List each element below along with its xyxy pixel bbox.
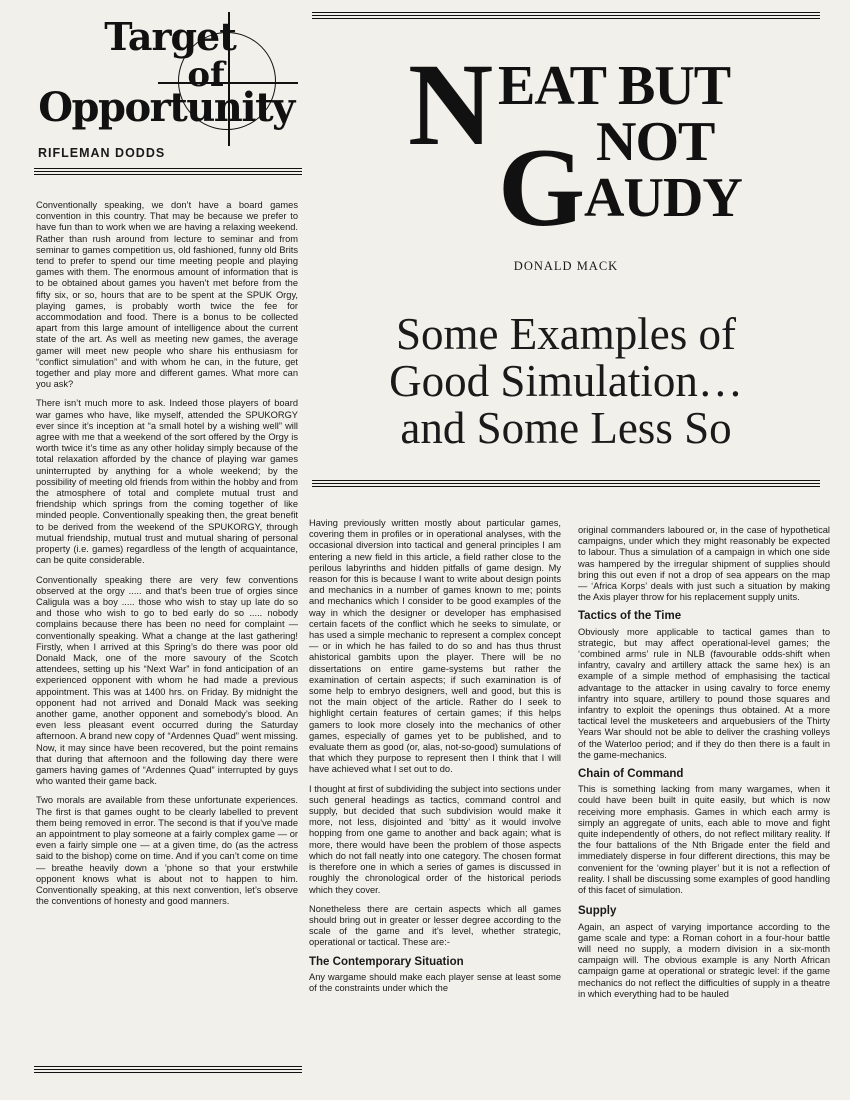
right-rule-top	[312, 12, 820, 13]
left-paragraph-2: There isn’t much more to ask. Indeed those players of board war games who have, like myself, attended the SPUKORGY ever since it’s inception at “a small hotel by a wishing well” will agree with me that a weekend of the sort offered by the Orgy is worth twice it’s time as any other holiday simply because of the total relaxation afforded by the chance of playing war games uninterrupted by anything for a whole weekend; by the possibility of meeting old friends from within the hobby and from the atmosphere of total and complete mutual trust and friendship which springs from the coming together of like minded people. Conventionally speaking then, the great benefit to be derived from the weekend of the SPUKORGY, through mutual friendship, mutual trust and mutual sharing of personal property (i.e. games) regardless of the length of acquaintance, can be quite considerable.	[36, 398, 298, 566]
headline-big-g: G	[498, 126, 586, 250]
middle-paragraph-3: Nonetheless there are certain aspects which all games should bring out in greater or lesser degree according to the scale of the game and it’s level, whether strategic, operational or tactical. These are:-	[309, 903, 561, 948]
subtitle-line1: Some Examples of	[396, 309, 736, 359]
rifleman-byline: RIFLEMAN DODDS	[38, 146, 166, 160]
headline-eat-but: EAT BUT	[498, 55, 731, 117]
heading-chain-of-command: Chain of Command	[578, 768, 684, 781]
right-paragraph-3: This is something lacking from many wargames, when it could have been built in quite easily, but which is now receiving more emphasis. Games in which each army is simply an aggregate of units, each able to move and fight quite independently of others, do not reflect military reality. If the four battalions of the Nth Brigade enter the field and immediately disperse in four different directions, this may be convenient for the ‘owning player’ but it is not a reflection of reality. I shall be discussing some examples of good handling of this facet of simulation.	[578, 784, 830, 896]
left-rule-top	[34, 168, 302, 169]
heading-contemporary-situation: The Contemporary Situation	[309, 955, 464, 968]
target-title-line2: of	[187, 55, 225, 95]
left-rule-bottom2	[34, 1069, 302, 1070]
right-rule-mid	[312, 480, 820, 481]
middle-paragraph-1: Having previously written mostly about particular games, covering them in profiles or in operational analyses, with the occasional diversion into tactical and general principles I am entering a new field in this article, a field rather close to the perilous labyrinths and hidden pitfalls of game design. My reason for this is because I want to write about design points and mechanics in a number of games known to me; points and mechanics which I consider to be good examples of the way in which the designer or developer has emphasised certain facets of the conflict which he seeks to simulate, or has used a simple mechanic to represent a complex concept — or in which he has failed to do so and has thus thrust ahistorical gambits upon the player. There will be no dissertations on entire game-systems but rather the examination of certain aspects; if such examination is of some help to embryo designers, well and good, but this is not the main object of the article. Rather do I seek to highlight certain features of certain games; if this helps gamers to look more closely into the mechanics of other games, especially of games yet to be published, and to evaluate them as good (or, alas, not-so-good) sumulations of that which they purpose to represent then I think that I will have achieved what I set out to do.	[309, 518, 561, 775]
middle-column-body	[309, 518, 561, 1002]
target-logo	[30, 10, 302, 145]
headline-big-n: N	[408, 39, 494, 170]
heading-tactics-of-the-time: Tactics of the Time	[578, 610, 682, 623]
middle-paragraph-2: I thought at first of subdividing the subject into sections under such general headings as tactics, command control and supply, but decided that such subdivision would make it more, not less, disjointed and ‘bitty’ as it would involve hopping from one game to another and back again; what is more, there would have been the problem of those aspects which do not fall neatly into one category. The chosen format is therefore one in which a series of games is discussed in roughly the chronological order of the historical periods which they cover.	[309, 783, 561, 895]
right-rule-top3	[312, 18, 820, 19]
right-rule-top2	[312, 15, 820, 16]
right-rule-mid2	[312, 483, 820, 484]
subtitle-line2: Good Simulation…	[389, 356, 743, 406]
headline-audy: AUDY	[584, 167, 742, 229]
left-column-body	[36, 200, 298, 915]
right-paragraph-1: original commanders laboured or, in the case of hypothetical campaigns, under which they might reasonably be expected to labour. Thus a simulation of a campaign in which one side was hampered by the irregular shipment of supplies should bring this out even if not a drop of sea appears on the map — ‘Africa Korps’ deals with just such a situation by making the Axis player throw for his replacement supply units.	[578, 525, 830, 603]
heading-supply: Supply	[578, 905, 617, 918]
right-paragraph-4: Again, an aspect of varying importance according to the game scale and type: a Roman cohort in a four-hour battle will need no supply, a modern division in a six-month campaign will. The obvious example is any North African campaign game at operational or strategic level: if the game mechanics do not reflect the difficulties of supply in a theatre in which everything had to be hauled	[578, 921, 830, 999]
right-rule-mid3	[312, 486, 820, 487]
left-rule-bottom	[34, 1066, 302, 1067]
subtitle-line3: and Some Less So	[400, 403, 732, 453]
target-title-line3: Opportunity	[38, 84, 294, 131]
left-paragraph-1: Conventionally speaking, we don’t have a board games convention in this country. That may be because we prefer to have fun than to work when we are having a relaxing weekend. Rather than rush around from lecture to seminar and from seminar to games competition us, old fashioned, funny old Brits tend to prefer to spend our time meeting people and playing games with them. The enormous amount of information that is to be obtained about games you haven’t met before from the fifty six, or so, hours that are to be spent at the SPUK Orgy, playing games, is probably worth twice the fee for accommodation and food. There is a bonus to be collected apart from this large amount of intelligence about the current state of the art. As well as meeting new games, the average gamer will meet new people who share his enthusiasm for “conflict simulation” and with whom he can, in the future, get together and play more and different games. What more can you ask?	[36, 200, 298, 390]
left-rule-bottom3	[34, 1072, 302, 1073]
headline-not: NOT	[596, 111, 715, 173]
right-column-body	[578, 525, 830, 1008]
left-rule-top3	[34, 174, 302, 175]
target-title-line1: Target	[104, 14, 236, 59]
left-rule-top2	[34, 171, 302, 172]
donald-mack-byline: DONALD MACK	[513, 259, 619, 273]
left-paragraph-3: Conventionally speaking there are very few conventions observed at the orgy ..... and that’s been true of orgies since Caligula was a boy ..... those who wish to stay up late do so and those who wish to go to bed early do so ..... nobody complains because there has been no need for complaint — conventionally speaking. What a change at the last gathering! Firstly, when I arrived at this Spring’s do there was poor old Donald Mack, one of the more savoury of the Scotch attendees, setting up his “Next War” in fond anticipation of an experienced opponent with whom he had made a previous appointment. This was at 1400 hrs. on Friday. By midnight the opponent had not arrived and Donald Mack was seeking another game, another opponent and somebody’s blood. An even less pleasant event occurred during the Saturday afternoon. A brand new copy of “Ardennes Quad” went missing. Now, it may since have been recovered, but the point remains that during that afternoon and the following day there were gamers having games of “Ardennes Quad” interrupted by guys who wanted their game back.	[36, 574, 298, 787]
left-paragraph-4: Two morals are available from these unfortunate experiences. The first is that games ought to be clearly labelled to prevent them being removed in error. The second is that if you’ve made an appointment to play someone at a fairly complex game — or even a fairly simple one — at a given time, do (as the actress said to the bishop) come on time. And if you can’t come on time — breathe heavily down a ’phone so that your erstwhile opponent knows what is about not to happen to him. Conventionally speaking, at this next convention, let’s observe the conventions of honesty and good manners.	[36, 795, 298, 907]
right-paragraph-2: Obviously more applicable to tactical games than to strategic, but may affect operational-level games; the ‘combined arms’ rule in NLB (favourable odds-shift when infantry, cavalry and artillery attack the same hex) is an example of a simple method of emphasising the tactical advantage to the attacker in using cavalry to force enemy infantry into square, artillery to pound those squares and infantry to exploit the openings thus obtained. At a more tactical level the musketeers and arquebusiers of the Thirty Years War should not be able to deliver the crashing volleys of the Waterloo period; and if they do then there is a fault in the game-mechanics.	[578, 626, 830, 760]
middle-paragraph-4: Any wargame should make each player sense at least some of the constraints under which the	[309, 971, 561, 993]
